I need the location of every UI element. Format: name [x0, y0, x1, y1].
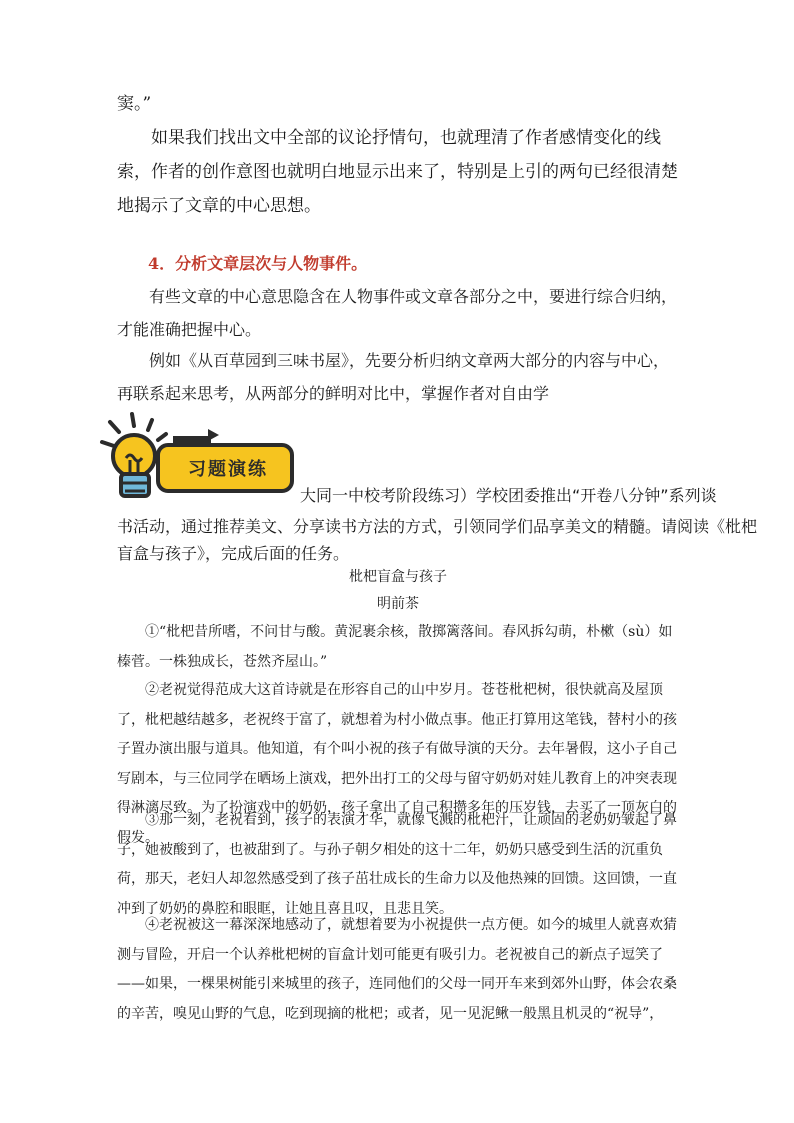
badge-arrow-icon — [208, 429, 219, 441]
article-paragraph: ④老祝被这一幕深深地感动了，就想着要为小祝提供一点方便。如今的城里人就喜欢猜测与冒险，开启一个认养枇杷树的盲盒计划可能更有吸引力。老祝被自己的新点子逗笑了——如果，一棵果树能引来城里的孩子，连同他们的父母一同开车来到郊外山野，体会农桑的辛苦，嗅见山野的气息，吃到现摘的枇杷；或者，见一见泥鳅一般黑且机灵的“祝导”， — [117, 917, 677, 1022]
intro-paragraph: 如果我们找出文中全部的议论抒情句，也就理清了作者感情变化的线索，作者的创作意图也就明白地显示出来了，特别是上引的两句已经很清楚地揭示了文章的中心思想。 — [117, 128, 678, 216]
article-paragraph: ②老祝觉得范成大这首诗就是在形容自己的山中岁月。苍苍枇杷树，很快就高及屋顶了，枇杷越结越多，老祝终于富了，就想着为村小做点事。他正打算用这笔钱，替村小的孩子置办演出服与道具。他知道，有个叫小祝的孩子有做导演的天分。去年暑假，这小子自己写剧本，与三位同学在晒场上演戏，把外出打工的父母与留守奶奶对娃儿教育上的冲突表现得淋漓尽致。为了扮演戏中的奶奶，孩子拿出了自己积攒多年的压岁钱，去买了一顶灰白的假发。 — [117, 682, 677, 846]
exercise-intro-line3: 盲盒与孩子》，完成后面的任务。 — [117, 544, 350, 563]
article-title: 枇杷盲盒与孩子 — [349, 569, 447, 585]
exercise-intro-line1: 大同一中校考阶段练习）学校团委推出“开卷八分钟”系列谈 — [300, 486, 717, 505]
section-paragraph-2: 例如《从百草园到三味书屋》，先要分析归纳文章两大部分的内容与中心，再联系起来思考，从两部分的鲜明对比中，掌握作者对自由学 — [117, 351, 670, 403]
article-paragraph: ③那一刻，老祝看到，孩子的表演才华，就像飞溅的枇杷汁，让顽固的老奶奶皱起了鼻子，她被酸到了，也被甜到了。与孙子朝夕相处的这十二年，奶奶只感受到生活的沉重负荷，那天，老妇人却忽然感受到了孩子茁壮成长的生命力以及他热辣的回馈。这回馈，一直冲到了奶奶的鼻腔和眼眶，让她且喜且叹，且悲且笑。 — [117, 812, 677, 917]
article-author: 明前茶 — [377, 596, 419, 612]
exercise-intro-line2: 书活动，通过推荐美文、分享读书方法的方式，引领同学们品享美文的精髓。请阅读《枇杷 — [117, 517, 758, 536]
article-paragraph: ①“枇杷昔所嗜，不问甘与酸。黄泥裹余核，散掷篱落间。春风拆勾萌，朴樕（sù）如榛菅。一株独成长，苍然齐屋山。” — [117, 624, 673, 670]
intro-fragment: 窦。” — [117, 94, 152, 114]
section-paragraph-1: 有些文章的中心意思隐含在人物事件或文章各部分之中，要进行综合归纳，才能准确把握中心。 — [117, 287, 678, 339]
light-bulb-icon — [94, 412, 190, 504]
section-heading: 4．分析文章层次与人物事件。 — [148, 254, 368, 273]
badge-label: 习题演练 — [188, 459, 268, 480]
